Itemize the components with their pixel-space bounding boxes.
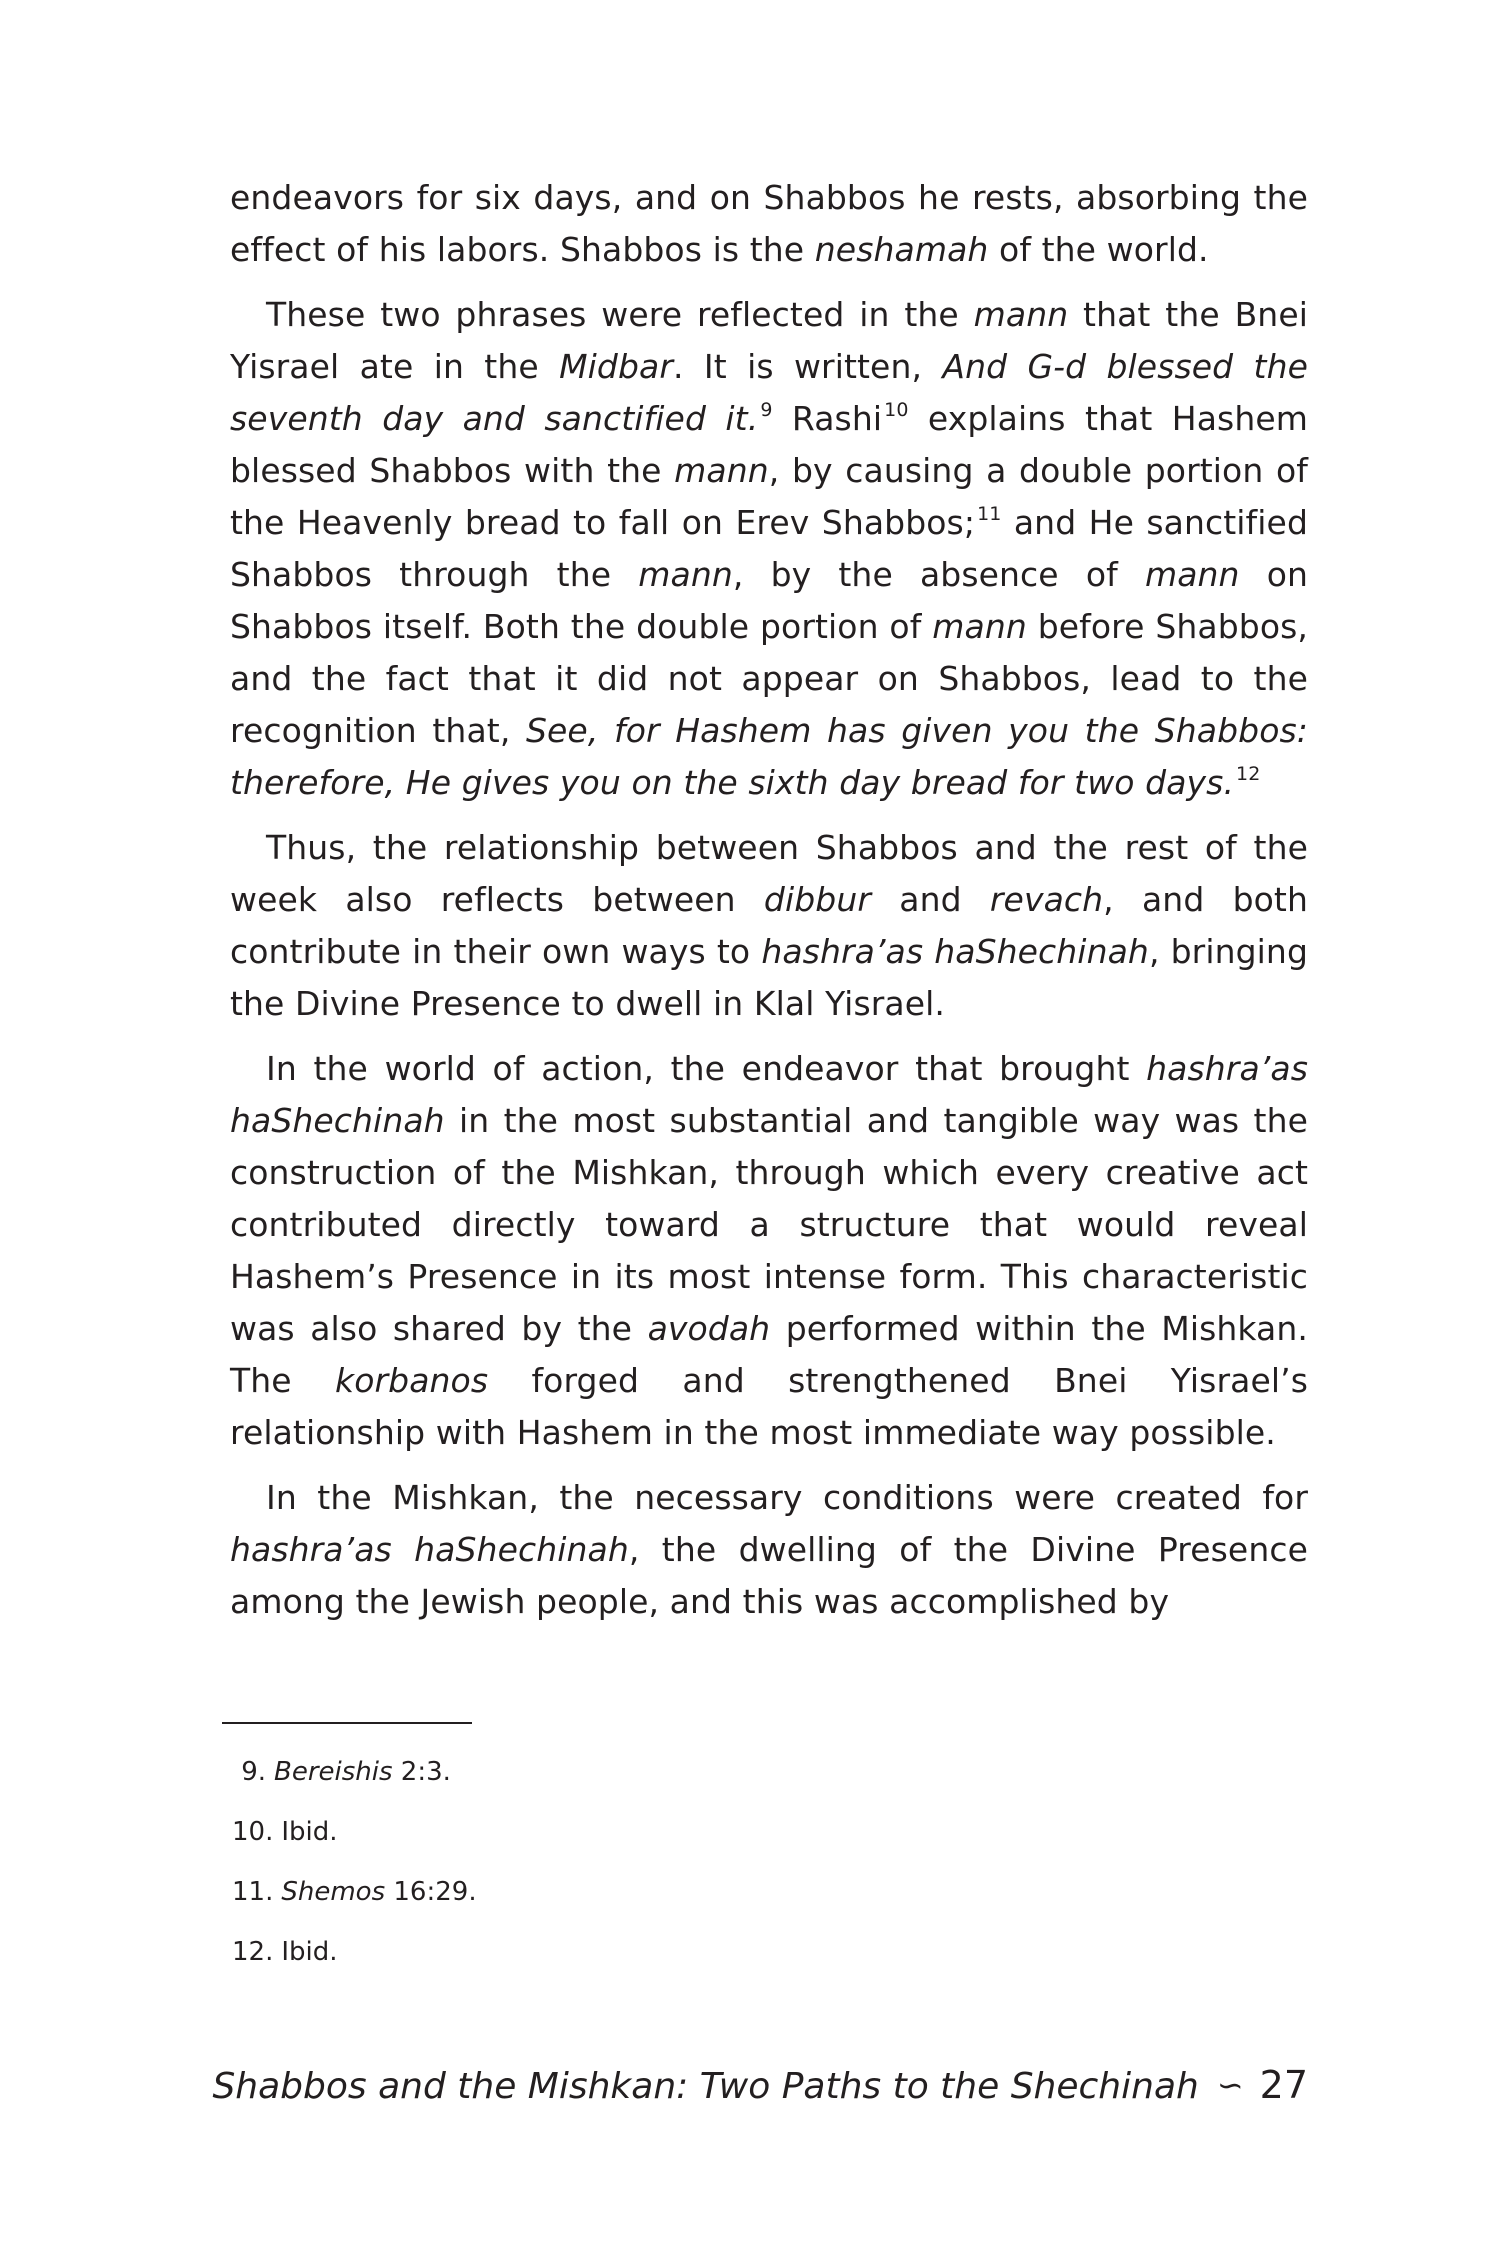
text-run: 16:29. [385,1877,477,1907]
running-title: Shabbos and the Mishkan: Two Paths to the Shechinah [212,2066,1199,2107]
running-footer [212,2060,1308,2112]
text-run: of the world. [988,230,1209,269]
italic-term: mann [638,555,733,594]
footnote [232,1922,1132,1982]
footnote-number: 10. [232,1817,274,1847]
paragraph [230,822,1308,1030]
footnote-ref: 12 [1236,763,1261,785]
text-run: 2:3. [392,1757,451,1787]
italic-term: mann [674,451,769,490]
footnote-text [281,1877,476,1907]
italic-term: hashra’as haShechinah [761,932,1149,971]
footnote-ref: 9 [760,399,773,421]
footnote-divider [222,1722,472,1724]
text-run: on Shabbos itself. Both the double portion of [230,555,1309,646]
italic-term: And G-d blessed the seventh day and sanctified it. [230,347,1308,438]
text-run: , bringing the Divine Presence to dwell in Klal Yisrael. [230,932,1308,1023]
footnote-text [281,1937,337,1967]
text-run: , the dwelling of the Divine Presence among the Jewish people, and this was accomplished by [230,1530,1308,1621]
italic-term: mann [1144,555,1240,594]
text-run: These two phrases were reflected in the [266,295,974,334]
page-number: 27 [1259,2063,1308,2107]
italic-term: dibbur [763,880,872,919]
text-run: endeavors for six days, and on Shabbos he rests, absorbing the effect of his labors. Shabbos is the [230,178,1308,269]
footnote-ref: 10 [884,399,909,421]
italic-term: Midbar [559,347,673,386]
text-run: . It is written, [673,347,943,386]
text-run: and [871,880,990,919]
italic-term: mann [973,295,1069,334]
italic-term: See, for Hashem has given you the Shabbos: therefore, He gives you on the sixth day bread for two days. [230,711,1308,802]
text-run: Rashi [772,399,883,438]
footnote-text [274,1757,451,1787]
ornament-icon: ∽ [1216,2066,1244,2104]
italic-term: neshamah [814,230,989,269]
footnotes [232,1742,1132,1982]
footnote [232,1802,1132,1862]
paragraph [230,1472,1308,1628]
italic-term: avodah [647,1309,771,1348]
italic-term: korbanos [335,1361,489,1400]
footnote [232,1862,1132,1922]
text-run: In the Mishkan, the necessary conditions were created for [266,1478,1308,1517]
text-run: , and both contribute in their own ways to [230,880,1308,971]
text-run: explains that Hashem blessed Shabbos with the [230,399,1308,490]
text-run: forged and strengthened Bnei Yisrael’s relationship with Hashem in the most immediate way possible. [230,1361,1308,1452]
body-text [230,172,1308,1641]
footnote-number: 11. [232,1877,274,1907]
paragraph [230,1043,1308,1459]
text-run: In the world of action, the endeavor that brought [266,1049,1147,1088]
text-run: , by causing a double portion of the Heavenly bread to fall on Erev Shabbos; [230,451,1308,542]
italic-term: mann [932,607,1027,646]
italic-term: hashra’as haShechinah [230,1530,629,1569]
text-run: and He sanctified Shabbos through the [230,503,1308,594]
text-run: before Shabbos, and the fact that it did not appear on Shabbos, lead to the recognition that, [230,607,1308,750]
italic-term: revach [989,880,1104,919]
footnote [232,1742,1132,1802]
text-run: performed within the Mishkan. The [230,1309,1308,1400]
text-run: that the Bnei Yisrael ate in the [230,295,1308,386]
text-run: Ibid. [281,1937,338,1967]
text-run: , by the absence of [732,555,1145,594]
footnote-text [281,1817,337,1847]
paragraph [230,172,1308,276]
text-run: Thus, the relationship between Shabbos and the rest of the week also reflects between [230,828,1308,919]
footnote-number: 12. [232,1937,274,1967]
italic-term: hashra’as haShechinah [230,1049,1308,1140]
paragraph [230,289,1308,809]
italic-term: Shemos [281,1877,386,1907]
italic-term: Bereishis [274,1757,393,1787]
footnote-number: 9. [241,1757,266,1787]
text-run: in the most substantial and tangible way was the construction of the Mishkan, through which every creative act contributed directly toward a structure that would reveal Hashem’s Presence in its most intense form. This characteristic was also shared by the [230,1101,1308,1348]
footnote-ref: 11 [977,503,1002,525]
text-run: Ibid. [281,1817,338,1847]
